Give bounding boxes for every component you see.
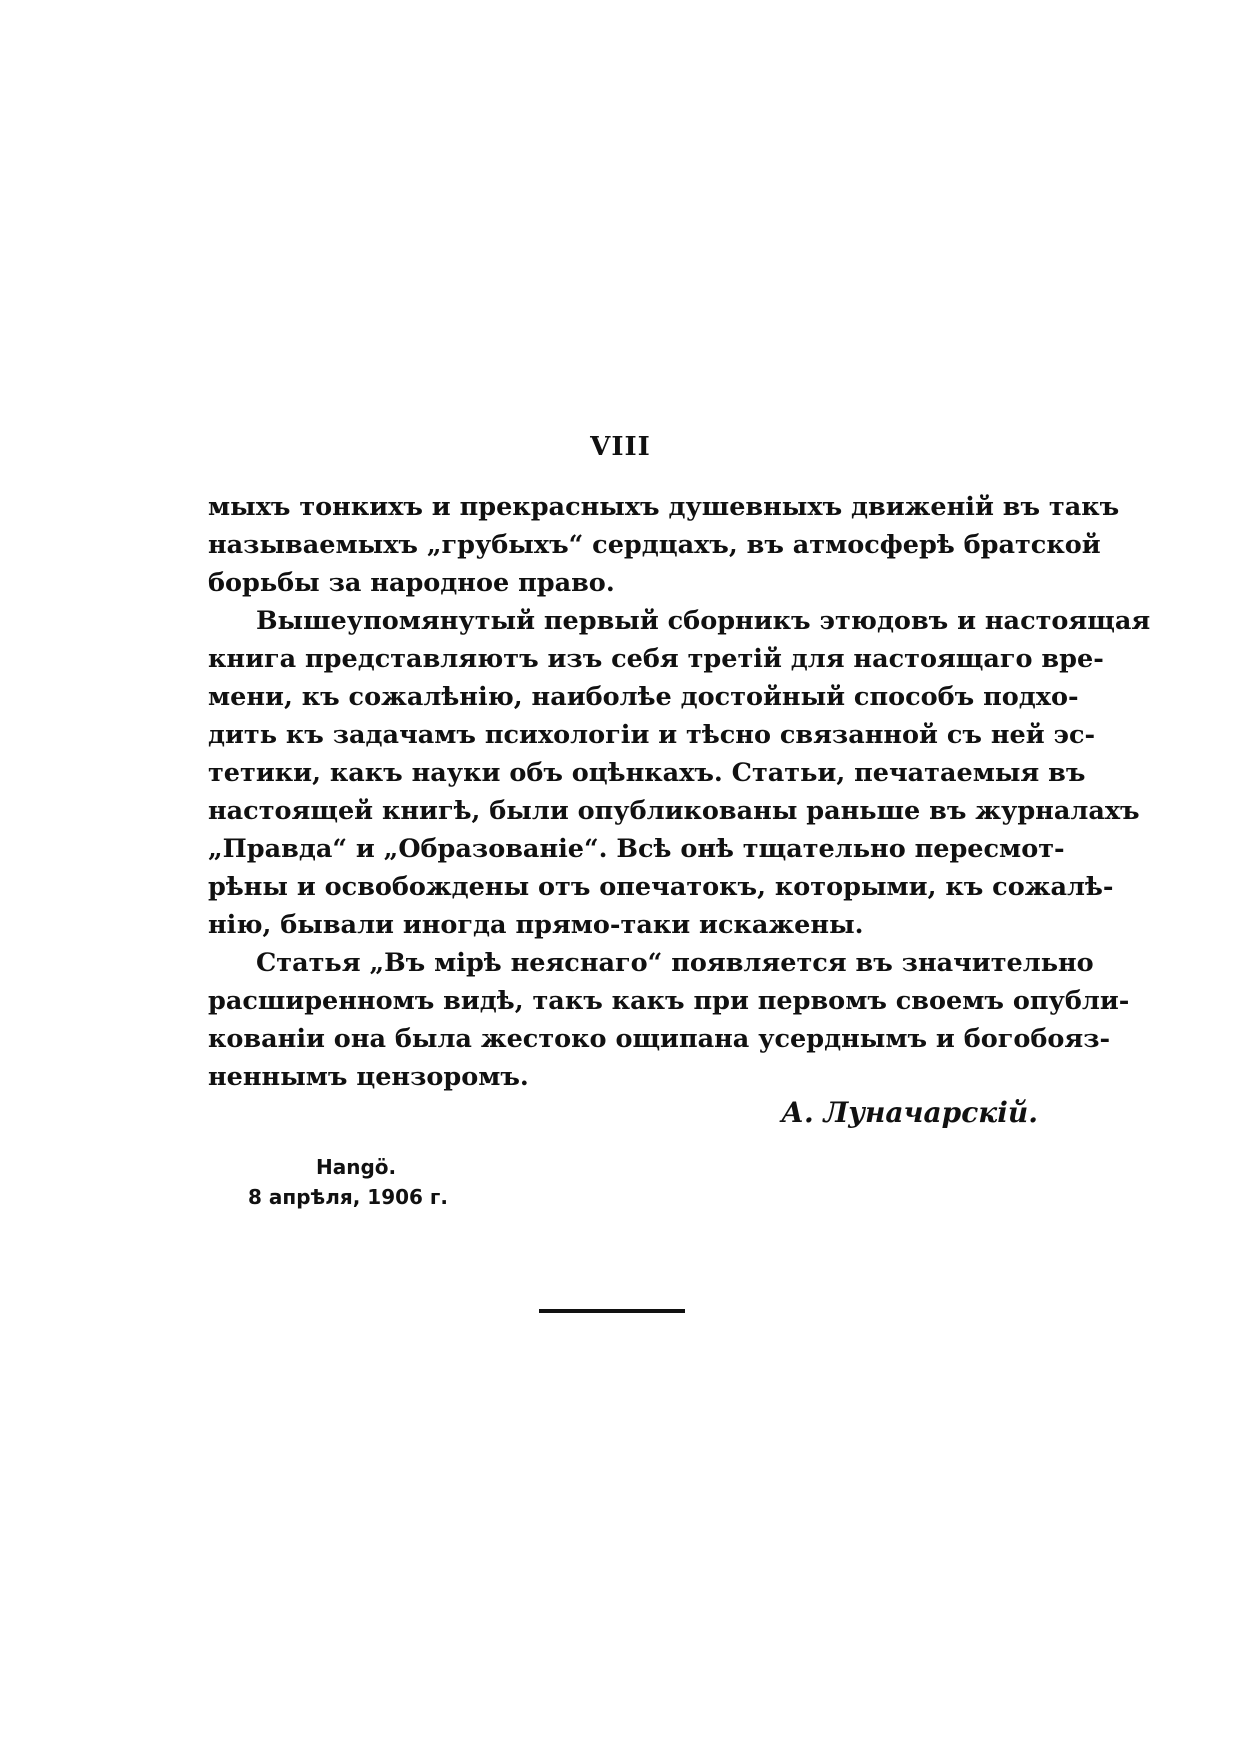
text-line: расширенномъ видѣ, такъ какъ при первомъ своемъ опубли- bbox=[208, 986, 1130, 1016]
text-line: мени, къ сожалѣнію, наиболѣе достойный способъ подхо- bbox=[208, 682, 1079, 712]
text-line: нію, бывали иногда прямо-таки искажены. bbox=[208, 910, 864, 940]
text-line: книга представляютъ изъ себя третій для настоящаго вре- bbox=[208, 644, 1104, 674]
text-line: Вышеупомянутый первый сборникъ этюдовъ и настоящая bbox=[256, 606, 1151, 636]
author-signature: А. Луначарскій. bbox=[781, 1096, 1038, 1129]
text-line: тетики, какъ науки объ оцѣнкахъ. Статьи, печатаемыя въ bbox=[208, 758, 1086, 788]
body-text bbox=[208, 488, 1151, 1096]
text-line: мыхъ тонкихъ и прекрасныхъ душевныхъ движеній въ такъ bbox=[208, 492, 1120, 522]
place-date bbox=[248, 1152, 468, 1212]
text-line: называемыхъ „грубыхъ“ сердцахъ, въ атмосферѣ братской bbox=[208, 530, 1101, 560]
text-line: кованіи она была жестоко ощипана усерднымъ и богобояз- bbox=[208, 1024, 1111, 1054]
text-line: рѣны и освобождены отъ опечатокъ, которыми, къ сожалѣ- bbox=[208, 872, 1114, 902]
text-line: настоящей книгѣ, были опубликованы раньше въ журналахъ bbox=[208, 796, 1140, 826]
page-number: VIII bbox=[590, 432, 651, 462]
text-line: борьбы за народное право. bbox=[208, 568, 615, 598]
date-line: 8 апрѣля, 1906 г. bbox=[248, 1185, 448, 1209]
text-line: „Правда“ и „Образованіе“. Всѣ онѣ тщательно пересмот- bbox=[208, 834, 1065, 864]
text-line: Статья „Въ мірѣ неяснаго“ появляется въ значительно bbox=[256, 948, 1094, 978]
divider-rule bbox=[539, 1309, 685, 1313]
text-line: дить къ задачамъ психологіи и тѣсно связанной съ ней эс- bbox=[208, 720, 1096, 750]
place-name: Hangö. bbox=[316, 1155, 397, 1179]
text-line: неннымъ цензоромъ. bbox=[208, 1062, 529, 1092]
